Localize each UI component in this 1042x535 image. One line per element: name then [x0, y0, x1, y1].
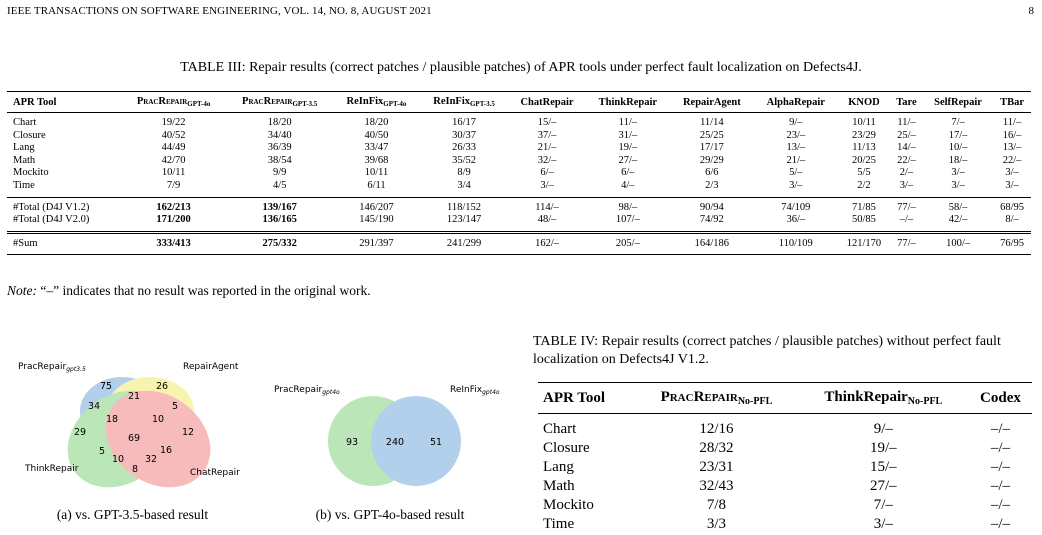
table4-cell: –/– [990, 497, 1011, 513]
header-main: AlphaRepair [766, 96, 825, 108]
table4-cell: Lang [543, 459, 574, 475]
table3-row [7, 155, 1031, 168]
header-main: PracRepair [242, 96, 293, 107]
header-main: ThinkRepair [824, 389, 908, 405]
table3-cell: 33/47 [364, 142, 389, 154]
table3-cell: 74/92 [699, 214, 724, 226]
table3-cell: 22/– [897, 154, 916, 166]
table4-cell: Chart [543, 421, 577, 437]
table3-cell: 118/152 [420, 197, 509, 214]
venn-value: 10 [151, 414, 165, 425]
table3-cell: 18/– [948, 154, 968, 166]
table4-cell: 3/– [873, 516, 893, 532]
table3-cell: 38/54 [267, 154, 292, 166]
table3-cell: 164/186 [670, 232, 754, 255]
table3-cell: 34/40 [267, 129, 292, 141]
table4-row [538, 458, 1032, 477]
table4-cell: Math [543, 478, 575, 494]
table3-cell: 14/– [897, 142, 916, 154]
header-main: PracRepair [660, 389, 738, 405]
table3-cell: 4/5 [272, 179, 287, 191]
table3-cell: 5/5 [857, 167, 871, 179]
table3-cell: Chart [13, 117, 37, 128]
table4-header-cell [635, 383, 798, 414]
table3-cell: 145/190 [359, 214, 394, 226]
table3-header-cell [670, 92, 754, 113]
table3-cell: 10/11 [161, 167, 186, 179]
header-main: RepairAgent [682, 96, 741, 108]
table4-header-cell [538, 383, 635, 414]
table4-cell: –/– [990, 478, 1011, 494]
table4-row [538, 496, 1032, 515]
venn-value: 34 [87, 401, 101, 412]
table4-cell: 3/3 [706, 516, 727, 532]
table3-cell: Math [13, 154, 36, 166]
table4-row [538, 414, 1032, 440]
table3-cell: 71/85 [838, 197, 890, 214]
table4-cell: Mockito [543, 497, 594, 513]
venn-label-pracrepair-gpt4o: PracRepair$_{gpt4o}$ [274, 385, 340, 396]
table3-cell: 121/170 [838, 232, 890, 255]
table3-cell: 3/– [899, 179, 914, 191]
venn-set-reinfix-gpt4o [371, 396, 461, 486]
venn-value: 21 [127, 391, 141, 402]
table4-cell: 27/– [870, 478, 897, 494]
header-main: SelfRepair [934, 96, 982, 108]
table4-cell: –/– [990, 440, 1011, 456]
venn-value: 32 [144, 454, 158, 465]
table4-row [538, 515, 1032, 534]
table3-cell: 90/94 [670, 197, 754, 214]
table4-cell: Closure [543, 440, 590, 456]
table3-cell: Closure [13, 129, 46, 141]
venn-value: 69 [127, 433, 141, 444]
header-main: PracRepair [136, 96, 188, 107]
table3-cell: 37/– [537, 129, 557, 141]
header-sub: GPT-4o [187, 100, 211, 108]
table3-cell: 3/– [1005, 167, 1019, 179]
table3-cell: 40/52 [161, 129, 186, 141]
page-number: 8 [1028, 5, 1034, 17]
header-sub: GPT-3.5 [292, 100, 318, 108]
table3-cell: #Total (D4J V2.0) [13, 214, 90, 226]
table3-cell: 3/– [951, 167, 965, 179]
venn-value: 8 [131, 464, 139, 475]
header-main: ChatRepair [520, 96, 574, 108]
table3-cell: 6/6 [705, 167, 719, 179]
table3-cell: 23/29 [852, 129, 876, 141]
table3-cell: 291/397 [333, 232, 419, 255]
header-main: ReInFix [433, 96, 470, 107]
venn-value: 93 [345, 437, 359, 448]
table3-cell: 275/332 [226, 232, 333, 255]
table3-cell: 21/– [537, 142, 557, 154]
table3-cell: 2/2 [857, 179, 871, 191]
table3-cell: 8/9 [457, 167, 471, 179]
venn-value: 16 [159, 445, 173, 456]
table3-cell: 40/50 [364, 129, 389, 141]
table3-cell: 2/– [899, 167, 914, 179]
table3-cell: 42/70 [161, 154, 186, 166]
table3-cell: 7/– [951, 117, 965, 128]
venn-diagram-gpt35 [10, 345, 255, 495]
table3-cell: 15/– [537, 117, 557, 128]
table3-cell: 4/– [621, 179, 635, 191]
header-sub: No-PFL [907, 396, 943, 407]
table3-cell: 30/37 [452, 129, 476, 141]
table3-cell: 98/– [586, 197, 670, 214]
table3-cell: 9/9 [272, 167, 287, 179]
table3-cell: 6/– [621, 167, 635, 179]
table3-cell: 241/299 [420, 232, 509, 255]
header-sub: No-PFL [737, 396, 773, 407]
table3-row [7, 197, 1031, 214]
table3-cell: 22/– [1002, 154, 1022, 166]
venn-value: 51 [429, 437, 443, 448]
table3-cell: 50/85 [852, 214, 876, 226]
table3-cell: 25/– [897, 129, 916, 141]
table3-cell: 20/25 [852, 154, 876, 166]
table3-cell: 16/17 [452, 117, 476, 128]
table3-cell: Lang [13, 142, 35, 154]
table3-cell: 3/– [1005, 179, 1019, 191]
table3-row [7, 232, 1031, 255]
table3-cell: 123/147 [446, 214, 482, 226]
table4-cell: 28/32 [699, 440, 734, 456]
table3-row [7, 130, 1031, 143]
table3-cell: 11/13 [852, 142, 876, 154]
table3-cell: 6/11 [367, 179, 386, 191]
venn-value: 240 [385, 437, 405, 448]
table3-cell: 100/– [923, 232, 993, 255]
table3-cell: 48/– [537, 214, 557, 226]
table3-cell: 3/– [789, 179, 803, 191]
table3-cell: 114/– [508, 197, 585, 214]
table4-cell: 7/– [873, 497, 893, 513]
table3-header-cell [121, 92, 226, 113]
table3-cell: #Total (D4J V1.2) [7, 197, 121, 214]
table4-row [538, 477, 1032, 496]
table3-cell: 7/9 [166, 179, 181, 191]
venn-value: 75 [99, 381, 113, 392]
table3-cell: 2/3 [705, 179, 719, 191]
table4-row [538, 439, 1032, 458]
table3-header-cell [838, 92, 890, 113]
table4-cell: 9/– [873, 421, 893, 437]
venn-value: 29 [73, 427, 87, 438]
table4-cell: Time [543, 516, 575, 532]
table3-cell: 36/– [786, 214, 806, 226]
venn-label-repairagent: RepairAgent [183, 362, 239, 372]
table3-cell: 139/167 [226, 197, 333, 214]
note-label: Note: [7, 283, 37, 298]
venn-label-reinfix-gpt4o: ReInFix$_{gpt4o}$ [450, 385, 500, 396]
venn-b-caption: (b) vs. GPT-4o-based result [315, 507, 465, 522]
table3-row [7, 142, 1031, 155]
header-sub: GPT-4o [383, 100, 407, 108]
table3-cell: 11/– [1002, 117, 1022, 128]
table3-cell: 26/33 [452, 142, 476, 154]
table3-header-cell [890, 92, 923, 113]
header-sub: GPT-3.5 [469, 100, 495, 108]
table3-note [7, 283, 371, 299]
table3-header-cell [586, 92, 670, 113]
table3-cell: 3/4 [457, 179, 471, 191]
table3-cell: 17/– [948, 129, 968, 141]
table3-cell: 18/20 [267, 117, 292, 128]
table4-cell: –/– [990, 516, 1011, 532]
table3-cell: 77/– [890, 197, 923, 214]
table3-header-cell [333, 92, 419, 113]
table4-cell: 19/– [870, 440, 897, 456]
table3-header-cell [923, 92, 993, 113]
table3-header-cell [420, 92, 509, 113]
venn-value: 18 [105, 414, 119, 425]
header-main: TBar [1000, 96, 1025, 108]
table3-cell: 74/109 [754, 197, 838, 214]
table4-cell: 12/16 [699, 421, 734, 437]
table3-cell: 11/14 [700, 117, 724, 128]
header-main: ThinkRepair [598, 96, 658, 108]
table3-row [7, 167, 1031, 180]
table3-cell: 19/22 [161, 117, 186, 128]
table3-cell: 25/25 [699, 129, 724, 141]
table3-cell: 31/– [618, 129, 638, 141]
table3-row [7, 214, 1031, 232]
table4 [538, 382, 1032, 534]
table3-cell: 35/52 [452, 154, 476, 166]
table3-cell: 17/17 [699, 142, 724, 154]
table3-cell: 6/– [540, 167, 554, 179]
table3-cell: 110/109 [754, 232, 838, 255]
table3-cell: 77/– [890, 232, 923, 255]
note-text: “–” indicates that no result was reported in the original work. [37, 283, 371, 298]
venn-value: 5 [98, 446, 106, 457]
venn-diagram-gpt4o [270, 375, 510, 495]
table3-cell: 162/– [508, 232, 585, 255]
table3-cell: 3/– [540, 179, 554, 191]
table3-cell: Time [13, 179, 35, 191]
table3-cell: 68/95 [993, 197, 1031, 214]
table3-header-cell [754, 92, 838, 113]
venn-label-chatrepair: ChatRepair [190, 468, 240, 478]
table4-cell: 23/31 [699, 459, 734, 475]
table3-header-cell [508, 92, 585, 113]
table3-cell: 8/– [1005, 214, 1019, 226]
table4-cell: –/– [990, 459, 1011, 475]
table3-cell: #Sum [7, 232, 121, 255]
table3-cell: 18/20 [364, 117, 389, 128]
table3-cell: 13/– [786, 142, 806, 154]
table3-cell: 10/– [948, 142, 968, 154]
header-main: APR Tool [543, 389, 606, 406]
table3-header-cell [993, 92, 1031, 113]
table3-header-cell [226, 92, 333, 113]
header-main: KNOD [848, 96, 880, 108]
table3-cell: 16/– [1002, 129, 1022, 141]
table4-caption: TABLE IV: Repair results (correct patches / plausible patches) without perfect fault localization on Defects4J V1.2. [533, 334, 1001, 367]
table3-cell: 42/– [948, 214, 968, 226]
header-main: APR Tool [13, 96, 57, 108]
header-main: Tare [896, 96, 917, 108]
table3-cell: 10/11 [364, 167, 389, 179]
table3-cell: 44/49 [161, 142, 186, 154]
header-main: Codex [980, 389, 1021, 406]
table3-cell: –/– [899, 214, 914, 226]
header-main: ReInFix [346, 96, 384, 107]
table4-header-cell [969, 383, 1032, 414]
table3-cell: 27/– [618, 154, 638, 166]
table3-cell: 21/– [786, 154, 806, 166]
table4-cell: 7/8 [706, 497, 727, 513]
table3-cell: 107/– [615, 214, 640, 226]
table3-cell: 10/11 [852, 117, 876, 128]
table3-cell: 58/– [923, 197, 993, 214]
table3-cell: 11/– [618, 117, 637, 128]
table4-header-cell [798, 383, 969, 414]
table3 [7, 91, 1031, 255]
venn-label-pracrepair: PracRepair$_{gpt3.5}$ [18, 362, 86, 373]
table3-cell: 205/– [586, 232, 670, 255]
table3-cell: 9/– [789, 117, 803, 128]
table3-cell: 3/– [951, 179, 965, 191]
venn-label-thinkrepair: ThinkRepair [25, 464, 79, 474]
table3-cell: 36/39 [267, 142, 292, 154]
table4-cell: 32/43 [699, 478, 734, 494]
table4-cell: 15/– [870, 459, 897, 475]
journal-header: IEEE TRANSACTIONS ON SOFTWARE ENGINEERING, VOL. 14, NO. 8, AUGUST 2021 [7, 5, 432, 17]
table3-cell: 76/95 [993, 232, 1031, 255]
table3-cell: 23/– [786, 129, 806, 141]
table3-cell: 29/29 [699, 154, 724, 166]
table3-cell: 171/200 [156, 214, 191, 226]
venn-value: 12 [181, 427, 195, 438]
table3-cell: 32/– [537, 154, 557, 166]
table3-header-cell [7, 92, 121, 113]
table3-cell: 136/165 [262, 214, 297, 226]
table3-cell: 11/– [897, 117, 916, 128]
table3-cell: Mockito [13, 167, 49, 179]
table3-cell: 162/213 [121, 197, 226, 214]
table3-cell: 146/207 [333, 197, 419, 214]
table3-cell: 39/68 [364, 154, 389, 166]
venn-value: 10 [111, 454, 125, 465]
table4-cell: –/– [990, 421, 1011, 437]
table3-cell: 333/413 [121, 232, 226, 255]
table3-row [7, 113, 1031, 130]
table3-cell: 19/– [618, 142, 638, 154]
table3-cell: 5/– [789, 167, 803, 179]
venn-value: 5 [171, 401, 179, 412]
table3-row [7, 180, 1031, 197]
table3-cell: 13/– [1002, 142, 1022, 154]
table3-caption: TABLE III: Repair results (correct patches / plausible patches) of APR tools under perfect fault localization on Defects4J. [180, 60, 862, 75]
venn-value: 26 [155, 381, 169, 392]
venn-a-caption: (a) vs. GPT-3.5-based result [56, 507, 209, 522]
